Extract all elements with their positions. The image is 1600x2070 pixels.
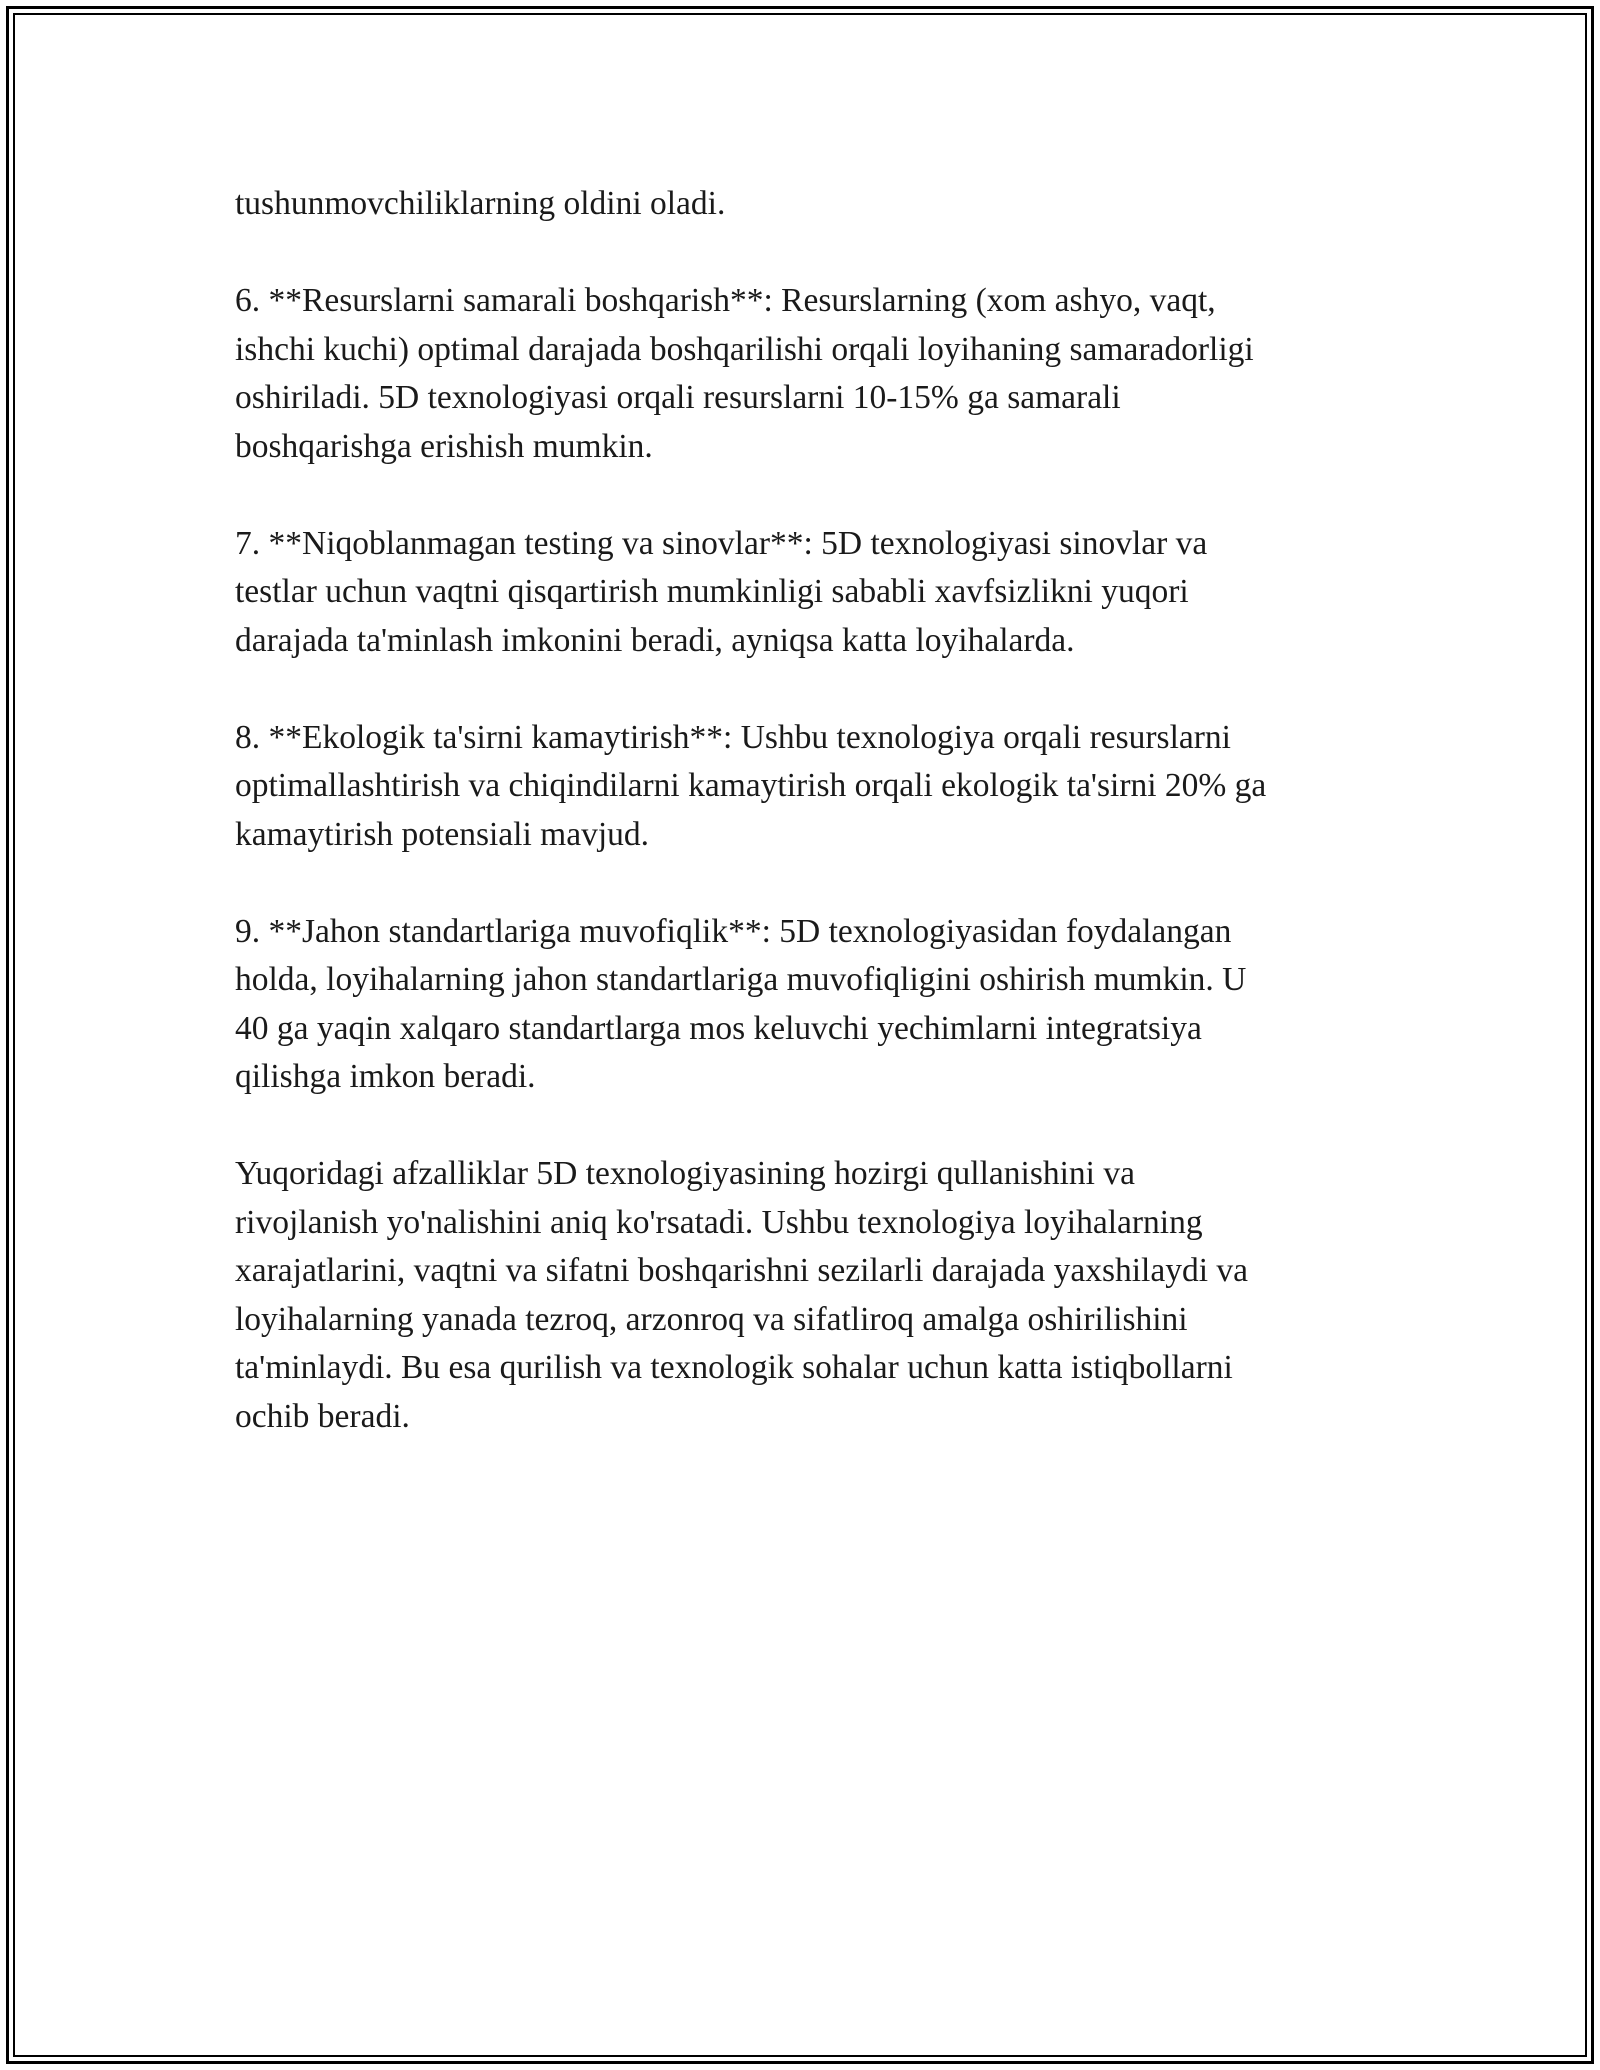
document-body [235, 180, 1385, 1490]
paragraph-item-8 [235, 714, 1385, 860]
paragraph-item-9 [235, 908, 1385, 1102]
text-line: tushunmovchiliklarning oldini oladi. [235, 185, 726, 222]
text-line: 40 ga yaqin xalqaro standartlarga mos keluvchi yechimlarni integratsiya [235, 1009, 1202, 1047]
text-line: ishchi kuchi) optimal darajada boshqarilishi orqali loyihaning samaradorligi [235, 330, 1254, 368]
text-line: Yuqoridagi afzalliklar 5D texnologiyasining hozirgi qullanishini va [235, 1155, 1135, 1192]
text-line: testlar uchun vaqtni qisqartirish mumkinligi sababli xavfsizlikni yuqori [235, 573, 1189, 610]
text-line: kamaytirish potensiali mavjud. [235, 815, 650, 853]
text-line: holda, loyihalarning jahon standartlariga muvofiqligini oshirish mumkin. U [235, 961, 1247, 998]
text-line: 9. **Jahon standartlariga muvofiqlik**: 5D texnologiyasidan foydalangan [235, 912, 1232, 950]
text-line: optimallashtirish va chiqindilarni kamaytirish orqali ekologik ta'sirni 20% ga [235, 767, 1267, 804]
text-line: oshiriladi. 5D texnologiyasi orqali resurslarni 10-15% ga samarali [235, 379, 1121, 416]
text-line: xarajatlarini, vaqtni va sifatni boshqarishni sezilarli darajada yaxshilaydi va [235, 1252, 1249, 1289]
paragraph-conclusion [235, 1150, 1385, 1441]
text-line: 7. **Niqoblanmagan testing va sinovlar**: 5D texnologiyasi sinovlar va [235, 524, 1208, 562]
paragraph-item-6 [235, 277, 1385, 471]
text-line: 8. **Ekologik ta'sirni kamaytirish**: Ushbu texnologiya orqali resurslarni [235, 718, 1231, 756]
text-line: rivojlanish yo'nalishini aniq ko'rsatadi. Ushbu texnologiya loyihalarning [235, 1203, 1203, 1241]
text-line: loyihalarning yanada tezroq, arzonroq va sifatliroq amalga oshirilishini [235, 1300, 1188, 1338]
text-line: darajada ta'minlash imkonini beradi, ayniqsa katta loyihalarda. [235, 621, 1075, 659]
text-line: ochib beradi. [235, 1397, 410, 1435]
paragraph-item-7 [235, 520, 1385, 666]
text-line: ta'minlaydi. Bu esa qurilish va texnologik sohalar uchun katta istiqbollarni [235, 1349, 1233, 1386]
text-line: boshqarishga erishish mumkin. [235, 427, 653, 465]
text-line: 6. **Resurslarni samarali boshqarish**: Resurslarning (xom ashyo, vaqt, [235, 282, 1216, 319]
text-line: qilishga imkon beradi. [235, 1058, 536, 1095]
paragraph-continuation [235, 180, 1385, 229]
